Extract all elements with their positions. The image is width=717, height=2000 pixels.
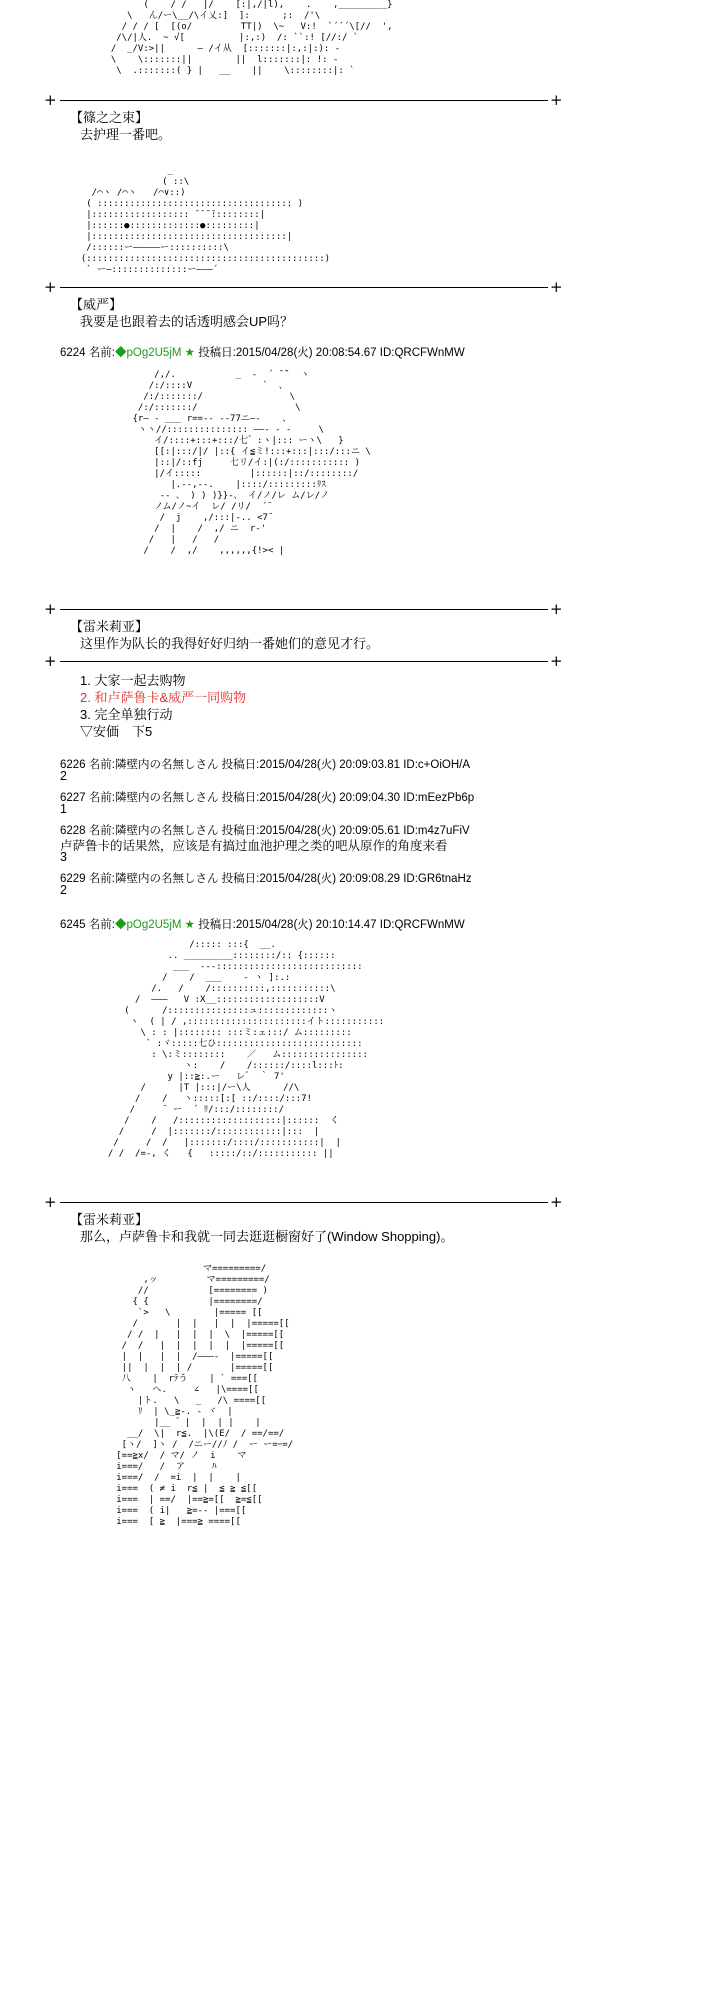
ascii-art-remilia: /,/. _ - ´ ̄ ̄` ヽ /:/::::V ` 、 /:/:::::::/ \ /:/:::::::/ \ {r― - ___ r==‐- ‐‐77ニ―- 、 ヽヽ//::::::::::::::: ――- - - \ イ/::::+:::+:::/七゛:ヽ|::: ーヽ\ } [[:|:::/|/ |::{ イ≦ミ!:::+:::|:::/:::ニ \ |::|/::fj 七リ/イ:|(:/::::::::::: ) |/イ::::: |::::::|::/::::::::/ |.--,--. |::::/:::::::::ﾘｽ -- 、 ) ) )}}-、 イ/ノ/レ ム/レ/ノ ノム/ノ~イ レ/ /リ/ ´¨ / j ,/:::|-.. <7¨ / | / ,/ ニ r-' / | / / / / ,/ ,,,,,,{!>< | <box>132 370 371 556</box>
separator-line <box>60 609 548 610</box>
reply-header: 6226 名前:隣壁内の名無しさん 投稿日:2015/04/28(火) 20:09:03.81 ID:c+OiOH/A <box>60 759 470 771</box>
separator-plus-left: + <box>44 600 57 618</box>
ascii-art-top: ( / / |/ [:|,/|l), . ,_________} \ ん/ー\__/\イ乂:] ]: ;: /'\ / / / [ [(o/ TT|) \~ V:! `´´´\[// ', /\/|人. ~ √[ |:,:) /: ``:! [//:/ ` / _/V:>|| ― /イ从 [:::::::|:,:|:): - \ \:::::::|| || l:::::::|: !: - \ .:::::::( } | __ || \::::::::|: ` <box>110 0 393 76</box>
anka-prompt: ▽安価 下5 <box>80 724 153 739</box>
star-icon: ★ <box>184 919 195 931</box>
reply-header: 6228 名前:隣壁内の名無しさん 投稿日:2015/04/28(火) 20:09:05.61 ID:m4z7uFiV <box>60 825 470 837</box>
reply-body: 2 <box>60 769 67 783</box>
reply-body: 卢萨鲁卡的话果然，应该是有搞过血池护理之类的吧从原作的角度来看 <box>60 839 448 853</box>
reply-body: 1 <box>60 802 67 816</box>
separator-plus-right: + <box>550 1193 563 1211</box>
choice-item: 1. 大家一起去购物 <box>80 673 186 688</box>
separator-line <box>60 661 548 662</box>
post-header <box>60 344 465 360</box>
speaker-label: 【雷米莉亚】 <box>70 1212 149 1227</box>
date-label: 投稿日: <box>198 347 236 359</box>
name-label: 名前: <box>88 347 115 359</box>
separator-plus-right: + <box>550 278 563 296</box>
reply-header: 6227 名前:隣壁内の名無しさん 投稿日:2015/04/28(火) 20:09:04.30 ID:mEezPb6p <box>60 792 475 804</box>
ascii-art-cat: _ ( ::\ /⌒ヽ /⌒ヽ /⌒∨::) ( :::::::::::::::::::::::::::::::::::: ) |:::::::::::::::::: ̄ ̄ ̄ ̄:::::::::| |::::::●:::::::::::::●:::::::::| |::::::::::::::::::::::::::::::::::::| /::::::ー―――――ー::::::::::\ (::::::::::::::::::::::::::::::::::::::::::::) ` ー―::::::::::::::ー―――´ <box>80 166 331 275</box>
speaker-label: 【雷米莉亚】 <box>70 619 149 634</box>
dialogue-line: 这里作为队长的我得好好归纳一番她们的意见才行。 <box>80 636 380 651</box>
separator-plus-left: + <box>44 278 57 296</box>
trip-code: ◆pOg2U5jM <box>115 347 182 359</box>
separator-plus-left: + <box>44 91 57 109</box>
post-number: 6245 <box>60 919 86 931</box>
separator-plus-right: + <box>550 600 563 618</box>
dialogue-line: 我要是也跟着去的话透明感会UP吗？ <box>80 314 294 329</box>
ascii-art-shelf: マ=========/ ,ッ マ=========/ // [======== ) { { |========/ `> \ |===== [[ / | | | | |=====[[ / / | | | | \ |=====[[ / / | | | | | |=====[[ | | | | /―――- |=====[[ || | | | / |=====[[ 八 | rﾃう | ` ===[[ ヽ ヘ. ∠ |\====[[ |ト. \ _ /\ ====[[ ﾘ | \_≧-. - ヾ | |__ ゛| | | | | __/ \| r≦. |\(E/ / ==/==/ [ヽ/ ]ヽ / /ニー//ﾉ / ー ー=ｰ=/ [==≧x/ / マ/ ノ i マ i===/ / ア ﾊ i===/ / =i | | | i=== ( ≠ i r≦ | ≦ ≧ ≦[[ i=== | ==/ |==≧=[[ ≧=≦[[ i=== ( i| ≧=-- |===[[ i=== [ ≧ |===≧ ====[[ <box>116 1264 294 1527</box>
reply-body: 2 <box>60 883 67 897</box>
date-label: 投稿日: <box>198 919 236 931</box>
ascii-art-remilia: /::::: :::{ __. .. _________::::::::/:: {:::::: ___ --‐::::::::::::::::::::::::::: / / ___ ‐ ヽ ]:.: /. / /::::::::::,:::::::::::\ / ――― V :X__:::::::::::::::::::V ( /:::::::::::::::ュ:::::::::::::ヽ ヽ ( | / ,::::::::::::::::::::::イト::::::::::: \ : : |:::::::: :::ミ:ェ:::/ ム::::::::: ` :ヾ:::::七ひ::::::::::::::::::::::::::: : \:ミ:::::::: ／ ム:::::::::::::::: ヽ: / /::::::/::::l:::ﾄ: y |::≧:.ー レ゛ ｀ 7' / |T |:::|/ー\人 //\ / / ヽ:::::[:[ ::/::::/:::7! / ¨ ー ´ ﾘ/:::/::::::::/ / / /:::::::::::::::::::|:::::: く / / |:::::::/::::::::::::|::: | / / / |:::::::/::::/:::::::::::| | / / /=‐, く { :::::/::/::::::::::: || <box>107 940 385 1159</box>
separator-line <box>60 1202 548 1203</box>
separator-plus-right: + <box>550 652 563 670</box>
separator-line <box>60 100 548 101</box>
post-number: 6224 <box>60 347 86 359</box>
speaker-label: 【威严】 <box>70 297 123 312</box>
post-id: ID:QRCFWnMW <box>379 347 465 359</box>
name-label: 名前: <box>88 919 115 931</box>
speaker-label: 【篠之之束】 <box>70 110 149 125</box>
reply-header: 6229 名前:隣壁内の名無しさん 投稿日:2015/04/28(火) 20:09:08.29 ID:GR6tnaHz <box>60 873 472 885</box>
separator-plus-left: + <box>44 652 57 670</box>
choice-item-selected: 2. 和卢萨鲁卡&威严一同购物 <box>80 690 247 705</box>
separator-plus-left: + <box>44 1193 57 1211</box>
post-date: 2015/04/28(火) 20:10:14.47 <box>235 919 377 931</box>
post-date: 2015/04/28(火) 20:08:54.67 <box>235 347 377 359</box>
dialogue-line: 那么，卢萨鲁卡和我就一同去逛逛橱窗好了(Window Shopping)。 <box>80 1229 454 1244</box>
star-icon: ★ <box>184 347 195 359</box>
separator-line <box>60 287 548 288</box>
post-header <box>60 916 465 932</box>
separator-plus-right: + <box>550 91 563 109</box>
post-id: ID:QRCFWnMW <box>379 919 465 931</box>
choice-item: 3. 完全单独行动 <box>80 707 173 722</box>
dialogue-line: 去护理一番吧。 <box>80 127 172 142</box>
trip-code: ◆pOg2U5jM <box>115 919 182 931</box>
reply-body: 3 <box>60 850 67 864</box>
